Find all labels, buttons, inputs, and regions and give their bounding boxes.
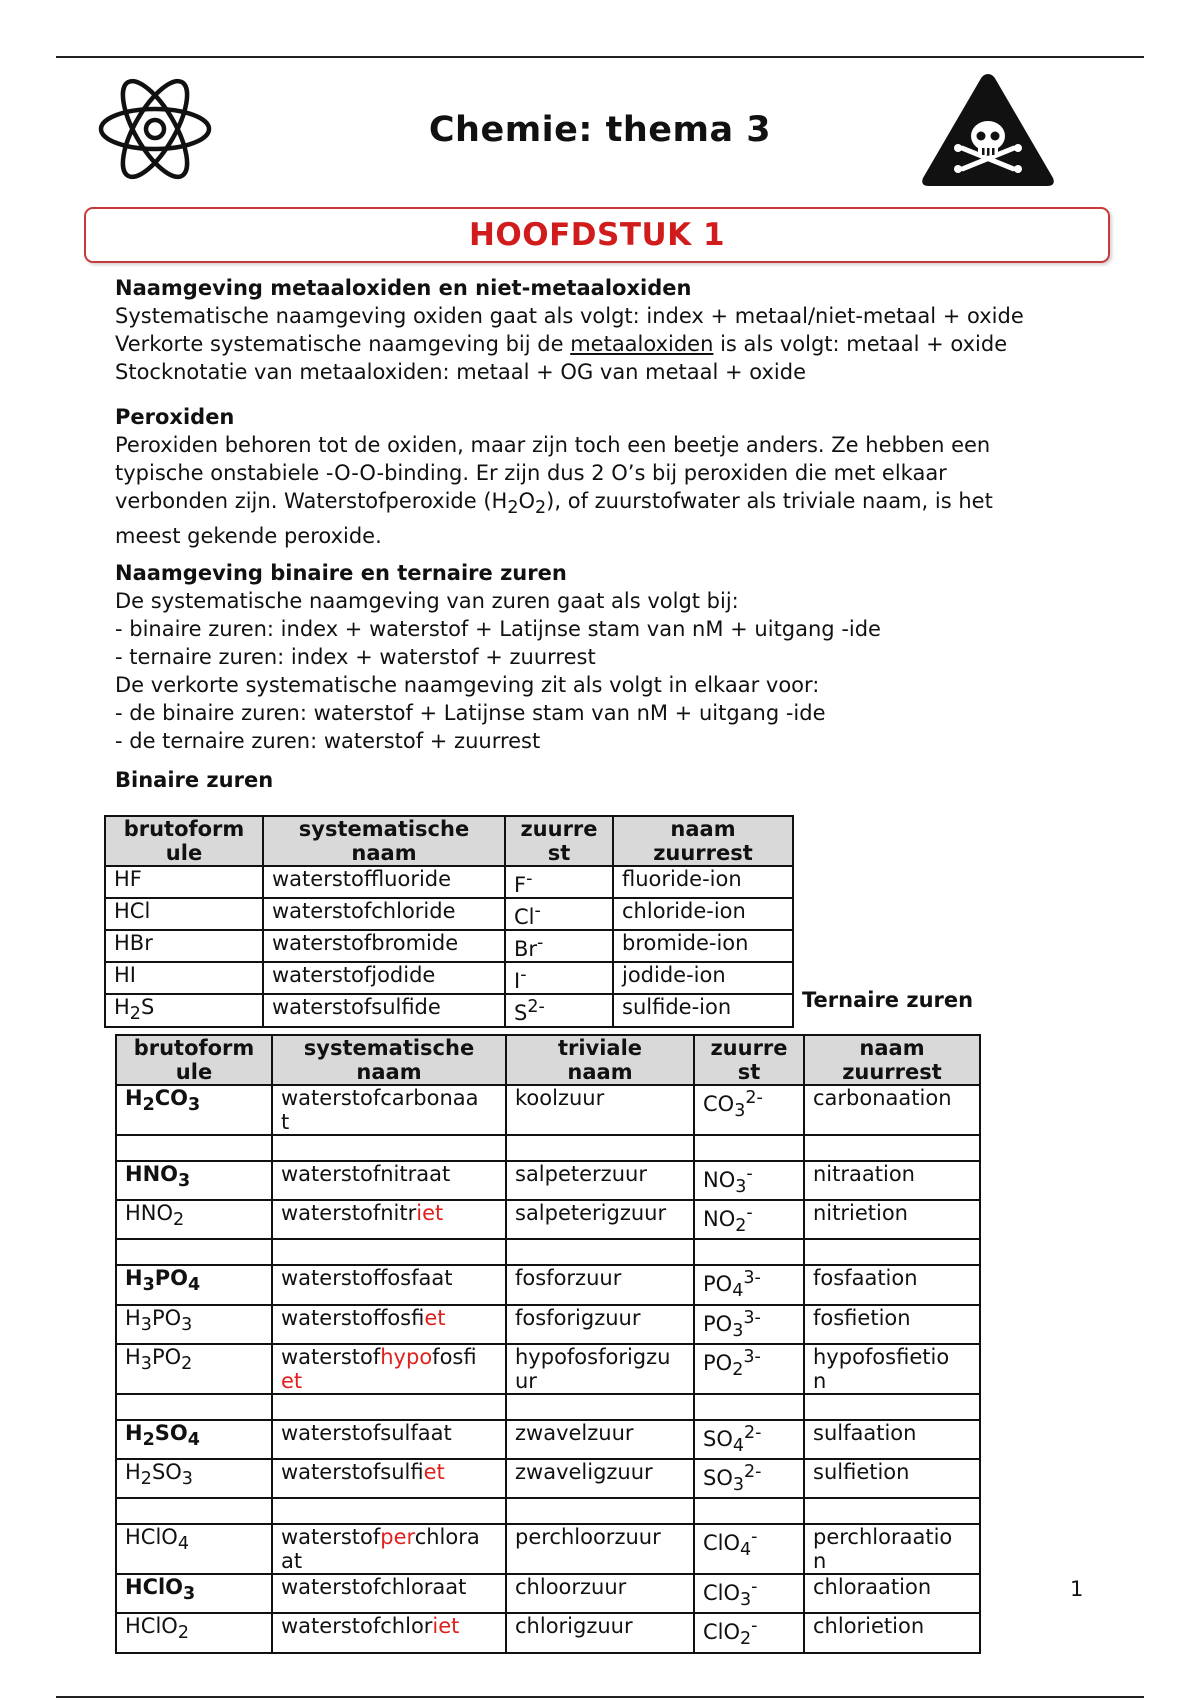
- table-row: [116, 1344, 980, 1394]
- text-fragment: SO: [151, 1459, 182, 1484]
- text-fragment: H: [125, 1420, 143, 1445]
- table-cell: [116, 1344, 272, 1394]
- text-fragment: perchloraatio: [813, 1525, 953, 1550]
- text-fragment: HNO: [125, 1201, 174, 1226]
- table-cell: [694, 1574, 804, 1613]
- table-cell: [272, 1135, 506, 1161]
- text-fragment: S: [514, 1001, 528, 1025]
- table-cell: [505, 866, 613, 898]
- text-fragment: verbonden zijn. Waterstofperoxide (H: [115, 489, 508, 513]
- table-row: [116, 1085, 980, 1135]
- text-fragment: naam: [356, 1060, 422, 1084]
- table-cell: [116, 1161, 272, 1200]
- table-cell: [506, 1498, 694, 1524]
- text-fragment: et: [281, 1368, 303, 1393]
- text-fragment: zuurrest: [653, 841, 753, 865]
- subscript: 4: [740, 1540, 752, 1561]
- table-cell: waterstofchloride: [263, 898, 505, 930]
- table-cell: [116, 1459, 272, 1498]
- table-cell: chloorzuur: [506, 1574, 694, 1613]
- subscript: 3: [181, 1314, 193, 1335]
- table-cell: salpeterzuur: [506, 1161, 694, 1200]
- text-line: Peroxiden behoren tot de oxiden, maar zijn toch een beetje anders. Ze hebben een: [115, 433, 991, 457]
- table-cell: fluoride-ion: [613, 866, 793, 898]
- section-heading: Naamgeving metaaloxiden en niet-metaaloxiden: [115, 276, 692, 300]
- col-header-systematische-naam: [263, 816, 505, 866]
- table-row: [116, 1420, 980, 1459]
- table-cell: [116, 1085, 272, 1135]
- table-row: [116, 1305, 980, 1344]
- subscript: 4: [187, 1429, 200, 1450]
- table-spacer-row: [116, 1239, 980, 1265]
- text-fragment: st: [737, 1060, 761, 1084]
- text-fragment: HClO: [125, 1575, 184, 1600]
- text-fragment: hypofosfietio: [813, 1344, 950, 1369]
- ternaire-zuren-table: [115, 1034, 981, 1654]
- table-row: [116, 1459, 980, 1498]
- underlined-text: metaaloxiden: [570, 332, 714, 356]
- table-row: [105, 930, 793, 962]
- text-fragment: hypo: [380, 1344, 433, 1369]
- subscript: 2: [142, 1095, 155, 1116]
- table-cell: [272, 1524, 506, 1574]
- col-header-triviale-naam: [506, 1035, 694, 1085]
- chapter-box: [84, 207, 1110, 263]
- table-cell: [506, 1394, 694, 1420]
- table-cell: [505, 994, 613, 1027]
- table-cell: [105, 994, 263, 1027]
- binaire-zuren-table: [104, 815, 794, 1028]
- section-oxiden: [115, 274, 1115, 386]
- text-line: Systematische naamgeving oxiden gaat als volgt: index + metaal/niet-metaal + oxide: [115, 304, 1024, 328]
- subscript: 3: [188, 1095, 201, 1116]
- superscript: -: [751, 1527, 758, 1548]
- table-cell: [694, 1265, 804, 1304]
- table-cell: [506, 1344, 694, 1394]
- superscript: -: [534, 901, 541, 921]
- text-fragment: brutoform: [123, 817, 245, 841]
- table-cell: [694, 1459, 804, 1498]
- text-fragment: naam: [859, 1036, 925, 1060]
- table-cell: [116, 1239, 272, 1265]
- superscript: 3-: [743, 1268, 761, 1289]
- text-line: - de ternaire zuren: waterstof + zuurrest: [115, 729, 541, 753]
- table-cell: [272, 1394, 506, 1420]
- text-fragment: NO: [703, 1168, 736, 1192]
- table-row: [116, 1613, 980, 1652]
- text-fragment: PO: [703, 1311, 733, 1336]
- subscript: 3: [732, 1475, 744, 1496]
- text-line: [115, 487, 1115, 522]
- table-header-row: [116, 1035, 980, 1085]
- superscript: 2-: [744, 1461, 762, 1482]
- text-line: meest gekende peroxide.: [115, 524, 382, 549]
- table-cell: [694, 1394, 804, 1420]
- table-cell: waterstofnitraat: [272, 1161, 506, 1200]
- superscript: 3-: [743, 1307, 761, 1328]
- table-cell: [694, 1344, 804, 1394]
- ternaire-zuren-label: Ternaire zuren: [802, 988, 974, 1012]
- table-cell: bromide-ion: [613, 930, 793, 962]
- table-cell: [116, 1420, 272, 1459]
- text-fragment: waterstoffosf: [281, 1305, 425, 1330]
- subscript: 4: [732, 1281, 744, 1302]
- subscript: 3: [734, 1101, 746, 1122]
- table-cell: [694, 1524, 804, 1574]
- table-spacer-row: [116, 1498, 980, 1524]
- table-cell: waterstoffosfaat: [272, 1265, 506, 1304]
- table-cell: [804, 1394, 980, 1420]
- table-cell: [272, 1200, 506, 1239]
- text-fragment: chlora: [414, 1525, 480, 1550]
- text-fragment: HClO: [125, 1525, 178, 1550]
- table-cell: salpeterigzuur: [506, 1200, 694, 1239]
- table-row: [105, 898, 793, 930]
- table-cell: [116, 1498, 272, 1524]
- text-fragment: waterstofsulf: [281, 1459, 424, 1484]
- table-cell: sulfide-ion: [613, 994, 793, 1027]
- superscript: -: [751, 1577, 758, 1598]
- table-cell: [694, 1161, 804, 1200]
- text-fragment: H: [125, 1305, 141, 1330]
- table-cell: fosforzuur: [506, 1265, 694, 1304]
- text-fragment: t: [281, 1110, 290, 1134]
- text-line: typische onstabiele -O-O-binding. Er zijn dus 2 O’s bij peroxiden die met elkaar: [115, 461, 947, 485]
- table-cell: [804, 1135, 980, 1161]
- text-fragment: H: [125, 1086, 143, 1110]
- top-rule: [56, 56, 1144, 58]
- superscript: -: [751, 1616, 758, 1637]
- col-header-naam-zuurrest: [804, 1035, 980, 1085]
- table-cell: [694, 1239, 804, 1265]
- table-cell: [116, 1613, 272, 1652]
- superscript: -: [746, 1203, 753, 1224]
- subscript: 4: [188, 1275, 201, 1296]
- text-fragment: S: [140, 995, 155, 1019]
- text-fragment: waterstofchlor: [281, 1614, 433, 1639]
- table-cell: nitraation: [804, 1161, 980, 1200]
- text-fragment: ur: [515, 1368, 537, 1393]
- table-cell: [505, 962, 613, 994]
- table-cell: HF: [105, 866, 263, 898]
- table-cell: perchloorzuur: [506, 1524, 694, 1574]
- table-cell: [116, 1135, 272, 1161]
- table-cell: [694, 1420, 804, 1459]
- table-cell: chloride-ion: [613, 898, 793, 930]
- table-cell: [804, 1239, 980, 1265]
- subscript: 3: [178, 1171, 191, 1192]
- page-title: Chemie: thema 3: [428, 110, 772, 150]
- text-fragment: iet: [432, 1614, 460, 1639]
- superscript: -: [526, 869, 533, 889]
- subscript: 2: [142, 1429, 155, 1450]
- col-header-systematische-naam: [272, 1035, 506, 1085]
- text-fragment: n: [813, 1368, 827, 1393]
- table-cell: waterstofbromide: [263, 930, 505, 962]
- subscript: 2: [740, 1629, 752, 1650]
- table-cell: [272, 1613, 506, 1652]
- table-cell: waterstofjodide: [263, 962, 505, 994]
- table-row: [116, 1200, 980, 1239]
- col-header-brutoformule: [105, 816, 263, 866]
- text-line: Stocknotatie van metaaloxiden: metaal + OG van metaal + oxide: [115, 360, 807, 384]
- table-cell: sulfaation: [804, 1420, 980, 1459]
- text-fragment: zuurrest: [842, 1060, 942, 1084]
- text-fragment: iet: [423, 1459, 445, 1484]
- table-cell: [506, 1135, 694, 1161]
- table-row: [105, 866, 793, 898]
- table-cell: [506, 1239, 694, 1265]
- subscript: 2: [735, 1216, 747, 1237]
- table-cell: [272, 1239, 506, 1265]
- text-fragment: PO: [703, 1350, 733, 1375]
- subscript: 2: [177, 1623, 189, 1644]
- text-line: De verkorte systematische naamgeving zit als volgt in elkaar voor:: [115, 673, 820, 697]
- table-cell: [272, 1498, 506, 1524]
- table-cell: koolzuur: [506, 1085, 694, 1135]
- atom-icon: [97, 68, 213, 190]
- table-spacer-row: [116, 1394, 980, 1420]
- table-cell: chlorigzuur: [506, 1613, 694, 1652]
- table-cell: waterstofchloraat: [272, 1574, 506, 1613]
- section-heading: Naamgeving binaire en ternaire zuren: [115, 561, 567, 585]
- subscript: 3: [183, 1584, 196, 1605]
- text-fragment: waterstofnitr: [281, 1201, 417, 1226]
- binaire-zuren-label: Binaire zuren: [115, 768, 274, 792]
- superscript: 2-: [527, 997, 545, 1017]
- superscript: -: [537, 933, 544, 953]
- text-fragment: F: [514, 873, 527, 897]
- text-fragment: I: [514, 969, 521, 993]
- table-cell: [505, 898, 613, 930]
- table-row: [116, 1265, 980, 1304]
- table-cell: jodide-ion: [613, 962, 793, 994]
- table-cell: [694, 1200, 804, 1239]
- table-header-row: [105, 816, 793, 866]
- subscript: 3: [142, 1275, 155, 1296]
- text-fragment: zuurre: [520, 817, 598, 841]
- table-cell: [694, 1085, 804, 1135]
- table-row: [105, 962, 793, 994]
- table-cell: waterstofsulfaat: [272, 1420, 506, 1459]
- text-line: - de binaire zuren: waterstof + Latijnse stam van nM + uitgang -ide: [115, 701, 826, 725]
- table-cell: [116, 1265, 272, 1304]
- text-fragment: waterstofcarbonaa: [281, 1086, 479, 1110]
- table-cell: chlorietion: [804, 1613, 980, 1652]
- table-cell: zwaveligzuur: [506, 1459, 694, 1498]
- subscript: 2: [507, 498, 519, 519]
- table-cell: [694, 1305, 804, 1344]
- table-cell: fosfietion: [804, 1305, 980, 1344]
- subscript: 2: [173, 1210, 185, 1231]
- text-fragment: H: [125, 1459, 141, 1484]
- text-line: - ternaire zuren: index + waterstof + zuurrest: [115, 645, 596, 669]
- text-fragment: CO: [154, 1086, 189, 1110]
- text-fragment: PO: [151, 1305, 182, 1330]
- text-fragment: waterstof: [281, 1344, 381, 1369]
- table-cell: carbonaation: [804, 1085, 980, 1135]
- text-fragment: naam: [567, 1060, 633, 1084]
- table-cell: nitrietion: [804, 1200, 980, 1239]
- text-fragment: ule: [175, 1060, 213, 1084]
- table-cell: [272, 1085, 506, 1135]
- table-cell: [116, 1305, 272, 1344]
- table-cell: HCl: [105, 898, 263, 930]
- table-cell: zwavelzuur: [506, 1420, 694, 1459]
- text-fragment: is als volgt: metaal + oxide: [713, 332, 1008, 356]
- text-fragment: zuurre: [710, 1036, 788, 1060]
- table-cell: sulfietion: [804, 1459, 980, 1498]
- superscript: 3-: [743, 1346, 761, 1367]
- text-fragment: ClO: [703, 1620, 741, 1645]
- table-row: [105, 994, 793, 1027]
- table-cell: [116, 1394, 272, 1420]
- text-fragment: st: [547, 841, 571, 865]
- text-fragment: triviale: [557, 1036, 643, 1060]
- subscript: 2: [129, 1004, 141, 1025]
- text-fragment: Br: [514, 937, 538, 961]
- text-fragment: systematische: [298, 817, 470, 841]
- text-line: - binaire zuren: index + waterstof + Latijnse stam van nM + uitgang -ide: [115, 617, 881, 641]
- superscript: 2-: [744, 1422, 762, 1443]
- section-peroxiden: [115, 403, 1115, 550]
- table-cell: [505, 930, 613, 962]
- col-header-brutoformule: [116, 1035, 272, 1085]
- text-fragment: at: [281, 1549, 303, 1574]
- subscript: 4: [732, 1435, 744, 1456]
- col-header-zuurrest: [505, 816, 613, 866]
- subscript: 3: [740, 1590, 752, 1611]
- table-row: [116, 1574, 980, 1613]
- table-cell: [116, 1524, 272, 1574]
- subscript: 4: [177, 1534, 189, 1555]
- text-fragment: ClO: [703, 1531, 741, 1556]
- text-fragment: naam: [351, 841, 417, 865]
- subscript: 3: [735, 1177, 747, 1198]
- section-zuren: [115, 559, 1115, 755]
- subscript: 2: [140, 1469, 152, 1490]
- text-fragment: H: [114, 995, 130, 1019]
- table-cell: fosfaation: [804, 1265, 980, 1304]
- text-fragment: H: [125, 1344, 141, 1369]
- table-row: [116, 1524, 980, 1574]
- text-fragment: SO: [703, 1426, 733, 1451]
- text-fragment: hypofosforigzu: [515, 1344, 671, 1369]
- subscript: 3: [140, 1314, 152, 1335]
- table-cell: [694, 1613, 804, 1652]
- superscript: -: [746, 1164, 753, 1184]
- subscript: 3: [732, 1320, 744, 1341]
- subscript: 2: [181, 1353, 193, 1374]
- text-fragment: ), of zuurstofwater als triviale naam, is het: [546, 489, 993, 513]
- text-fragment: PO: [154, 1266, 189, 1291]
- text-fragment: SO: [154, 1420, 188, 1445]
- superscript: -: [520, 965, 527, 985]
- table-cell: HI: [105, 962, 263, 994]
- superscript: 2-: [745, 1088, 763, 1108]
- table-cell: [694, 1135, 804, 1161]
- text-fragment: HNO: [125, 1162, 179, 1186]
- text-fragment: naam: [670, 817, 736, 841]
- table-cell: HBr: [105, 930, 263, 962]
- table-cell: [804, 1498, 980, 1524]
- table-cell: [804, 1524, 980, 1574]
- table-cell: chloraation: [804, 1574, 980, 1613]
- table-cell: fosforigzuur: [506, 1305, 694, 1344]
- table-cell: waterstofsulfide: [263, 994, 505, 1027]
- text-fragment: NO: [703, 1207, 736, 1232]
- table-cell: [272, 1344, 506, 1394]
- text-fragment: ClO: [703, 1581, 741, 1606]
- bottom-rule: [56, 1696, 1144, 1698]
- text-fragment: PO: [703, 1272, 733, 1297]
- text-fragment: ule: [165, 841, 203, 865]
- col-header-zuurrest: [694, 1035, 804, 1085]
- table-cell: [116, 1200, 272, 1239]
- subscript: 2: [732, 1359, 744, 1380]
- text-fragment: waterstof: [281, 1525, 381, 1550]
- text-line: De systematische naamgeving van zuren gaat als volgt bij:: [115, 589, 739, 613]
- text-fragment: SO: [703, 1465, 733, 1490]
- table-cell: [804, 1344, 980, 1394]
- text-fragment: n: [813, 1549, 827, 1574]
- subscript: 3: [140, 1353, 152, 1374]
- subscript: 2: [535, 498, 547, 519]
- section-heading: Peroxiden: [115, 405, 235, 429]
- table-cell: [272, 1459, 506, 1498]
- chapter-title: HOOFDSTUK 1: [468, 217, 726, 253]
- text-fragment: PO: [151, 1344, 182, 1369]
- text-fragment: HClO: [125, 1614, 178, 1639]
- table-spacer-row: [116, 1135, 980, 1161]
- text-fragment: systematische: [303, 1036, 475, 1060]
- text-fragment: iet: [416, 1201, 444, 1226]
- subscript: 3: [181, 1469, 193, 1490]
- text-fragment: O: [518, 489, 536, 513]
- table-cell: [694, 1498, 804, 1524]
- table-cell: [116, 1574, 272, 1613]
- table-row: [116, 1161, 980, 1200]
- text-fragment: fosfi: [432, 1344, 477, 1369]
- text-fragment: per: [380, 1525, 415, 1550]
- text-fragment: brutoform: [133, 1036, 255, 1060]
- text-fragment: Verkorte systematische naamgeving bij de: [115, 332, 571, 356]
- skull-warning-icon: [920, 70, 1056, 190]
- table-cell: [272, 1305, 506, 1344]
- page-number: 1: [1070, 1577, 1084, 1601]
- text-fragment: iet: [424, 1305, 446, 1330]
- text-fragment: CO: [703, 1092, 735, 1116]
- col-header-naam-zuurrest: [613, 816, 793, 866]
- text-line: [115, 330, 1115, 358]
- text-fragment: Cl: [514, 905, 535, 929]
- table-cell: waterstoffluoride: [263, 866, 505, 898]
- text-fragment: H: [125, 1266, 143, 1291]
